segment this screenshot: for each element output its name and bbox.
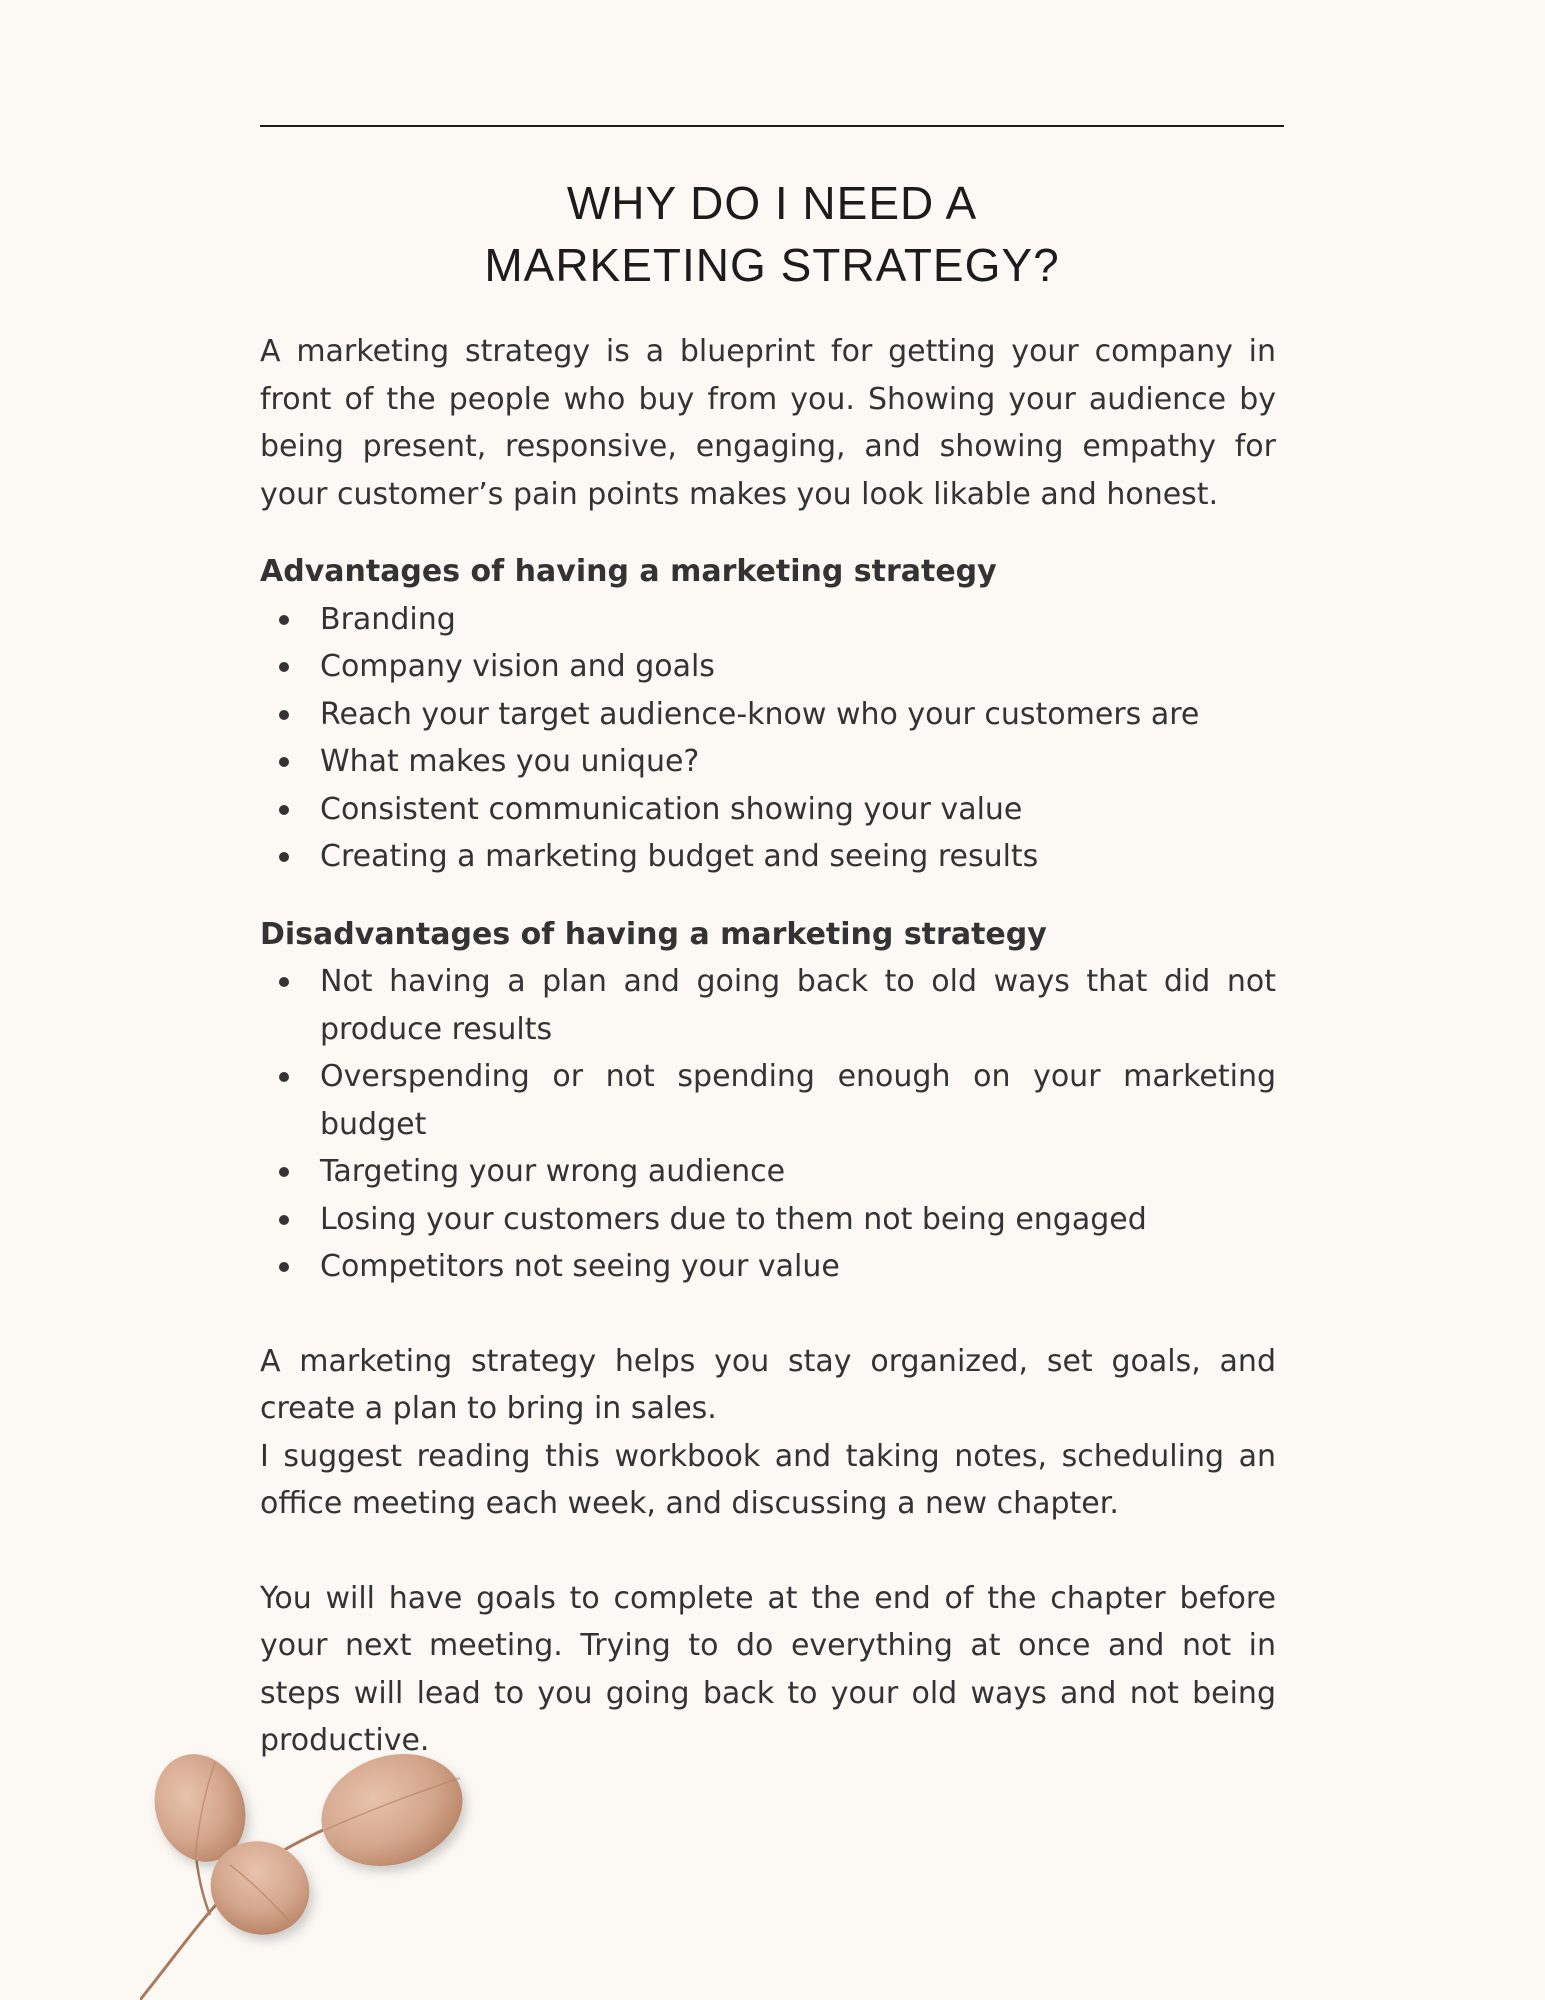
list-item — [260, 1148, 1276, 1196]
list-item-text: Creating a marketing budget and seeing results — [320, 839, 1039, 874]
bullet-icon — [279, 1167, 289, 1177]
bullet-icon — [279, 977, 289, 987]
intro-paragraph: A marketing strategy is a blueprint for getting your company in front of the people who buy from you. Showing your audience by being present, responsive, engaging, and showing empathy for your customer’s pain points makes you look likable and honest. — [260, 334, 1276, 512]
list-item — [260, 691, 1276, 739]
list-item — [260, 833, 1276, 881]
bullet-icon — [279, 852, 289, 862]
closing-paragraph-1: A marketing strategy helps you stay organized, set goals, and create a plan to bring in sales. — [260, 1343, 1276, 1426]
list-item — [260, 958, 1276, 1053]
list-item-text: Company vision and goals — [320, 649, 715, 684]
eucalyptus-leaves-decoration — [140, 1750, 500, 2000]
list-item — [260, 1053, 1276, 1148]
list-item-text: What makes you unique? — [320, 744, 700, 779]
main-content — [260, 328, 1276, 1765]
list-item — [260, 1243, 1276, 1291]
advantages-heading: Advantages of having a marketing strategy — [260, 554, 997, 589]
list-item — [260, 738, 1276, 786]
top-divider-line — [260, 125, 1284, 127]
list-item — [260, 643, 1276, 691]
list-item-text: Competitors not seeing your value — [320, 1249, 840, 1284]
bullet-icon — [279, 710, 289, 720]
bullet-icon — [279, 615, 289, 625]
advantages-list — [260, 596, 1276, 881]
page-title — [260, 172, 1284, 296]
list-item — [260, 596, 1276, 644]
bullet-icon — [279, 662, 289, 672]
list-item — [260, 1196, 1276, 1244]
bullet-icon — [279, 1215, 289, 1225]
list-item-text: Overspending or not spending enough on your marketing budget — [320, 1059, 1276, 1142]
list-item — [260, 786, 1276, 834]
closing-paragraph-3: You will have goals to complete at the end of the chapter before your next meeting. Trying to do everything at once and not in steps will lead to you going back to your old ways and not being productive. — [260, 1580, 1276, 1758]
closing-paragraph-2: I suggest reading this workbook and taking notes, scheduling an office meeting each week, and discussing a new chapter. — [260, 1438, 1276, 1521]
disadvantages-heading: Disadvantages of having a marketing strategy — [260, 916, 1047, 952]
bullet-icon — [279, 757, 289, 767]
bullet-icon — [279, 805, 289, 815]
list-item-text: Losing your customers due to them not being engaged — [320, 1201, 1147, 1237]
leaf-shape — [307, 1750, 477, 1884]
bullet-icon — [279, 1072, 289, 1082]
list-item-text: Not having a plan and going back to old ways that did not produce results — [320, 964, 1276, 1047]
disadvantages-list — [260, 958, 1276, 1291]
page-title-line-1: WHY DO I NEED A — [566, 177, 978, 229]
list-item-text: Reach your target audience-know who your customers are — [320, 696, 1200, 732]
list-item-text: Consistent communication showing your value — [320, 791, 1023, 827]
list-item-text: Branding — [320, 601, 456, 637]
bullet-icon — [279, 1262, 289, 1272]
page-title-line-2: MARKETING STRATEGY? — [484, 239, 1060, 291]
list-item-text: Targeting your wrong audience — [320, 1154, 786, 1189]
